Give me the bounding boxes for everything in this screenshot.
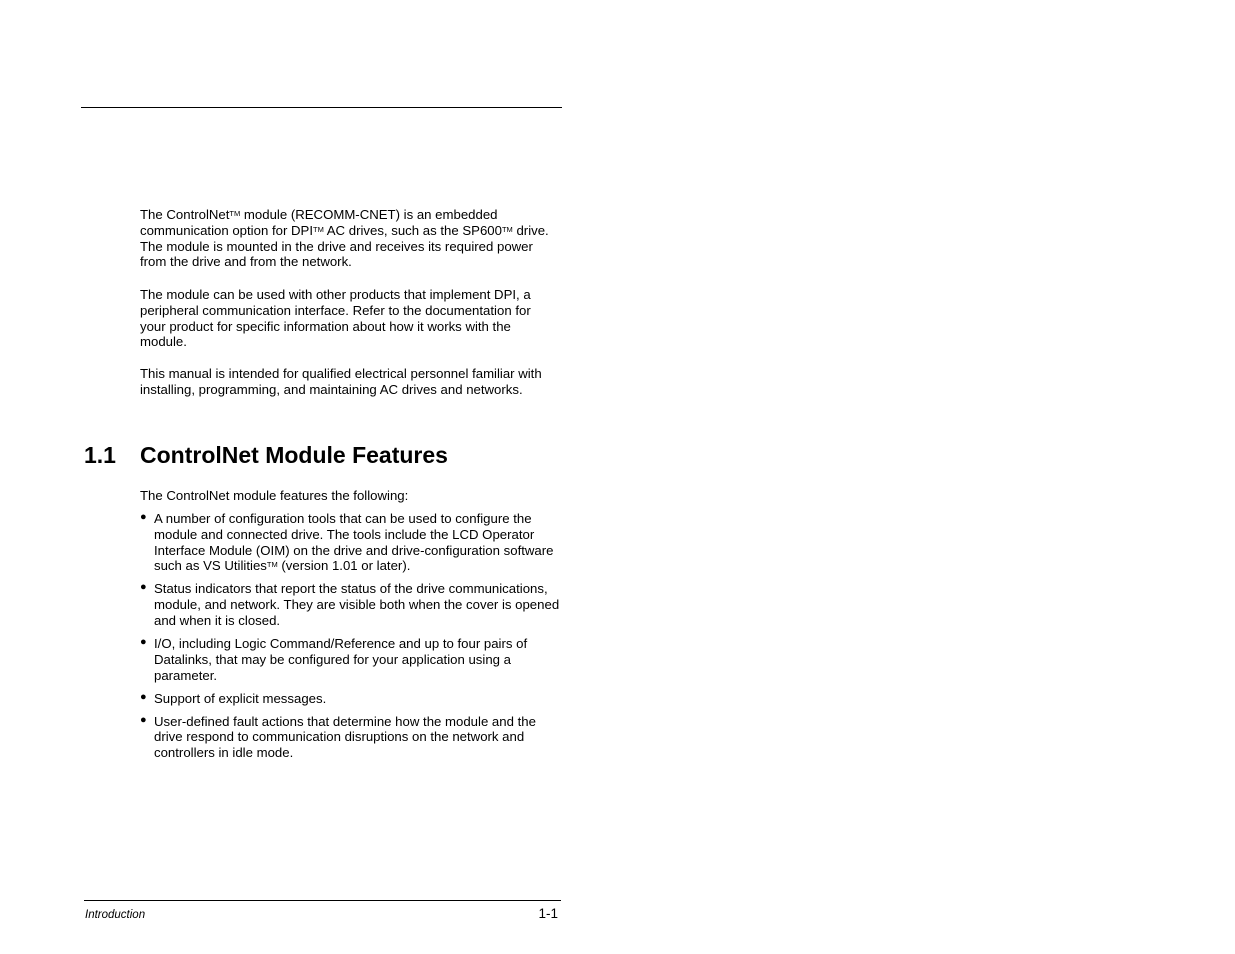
list-item-text: A number of configuration tools that can be used to configure the module and connected drive. The tools include the LCD Operator Interface Module (OIM) on the drive and drive-configuration software such as VS Utilities <box>154 511 554 574</box>
bullet-icon: ● <box>140 511 147 523</box>
list-item-text: (version 1.01 or later). <box>277 558 411 574</box>
footer-rule <box>84 900 561 901</box>
features-intro: The ControlNet module features the following: <box>140 488 409 503</box>
list-item-text: User-defined fault actions that determine how the module and the drive respond to communication disruptions on the network and controllers in idle mode. <box>154 713 536 761</box>
intro-paragraph-2: The module can be used with other products that implement DPI, a peripheral communication interface. Refer to the documentation for your product for specific information about how it works with the module. <box>140 287 531 350</box>
page-number: 1-1 <box>538 906 558 921</box>
section-heading <box>84 441 564 469</box>
intro-text: module (RECOMM-CNET) is an embedded communication option for DPI <box>140 207 498 238</box>
trademark-mark: TM <box>501 224 513 234</box>
feature-list <box>140 511 560 768</box>
list-item <box>140 581 560 628</box>
intro-text: The ControlNet <box>140 207 230 222</box>
trademark-mark: TM <box>229 209 241 218</box>
bullet-icon: ● <box>140 635 147 648</box>
trademark-mark: TM <box>312 224 324 234</box>
bullet-icon: ● <box>140 581 147 594</box>
bullet-icon: ● <box>140 713 147 726</box>
list-item-text: I/O, including Logic Command/Reference and up to four pairs of Datalinks, that may be configured for your application using a parameter. <box>154 635 528 683</box>
footer-section-name: Introduction <box>85 909 146 921</box>
list-item-text: Status indicators that report the status of the drive communications, module, and network. They are visible both when the cover is opened and when it is closed. <box>154 581 560 628</box>
list-item <box>140 636 560 683</box>
intro-paragraph-1 <box>140 207 560 270</box>
section-number: 1.1 <box>84 442 116 468</box>
intro-paragraph-3: This manual is intended for qualified electrical personnel familiar with installing, programming, and maintaining AC drives and networks. <box>140 366 542 397</box>
list-item <box>140 691 560 707</box>
list-item <box>140 714 560 761</box>
list-item-text: Support of explicit messages. <box>154 690 327 706</box>
intro-text: drive. The module is mounted in the drive and receives its required power from the drive and from the network. <box>140 222 549 270</box>
header-rule <box>81 107 562 108</box>
intro-text: AC drives, such as the SP600 <box>323 222 502 238</box>
bullet-icon: ● <box>140 690 147 703</box>
section-title: ControlNet Module Features <box>140 442 448 468</box>
list-item <box>140 511 560 574</box>
trademark-mark: TM <box>266 560 278 570</box>
